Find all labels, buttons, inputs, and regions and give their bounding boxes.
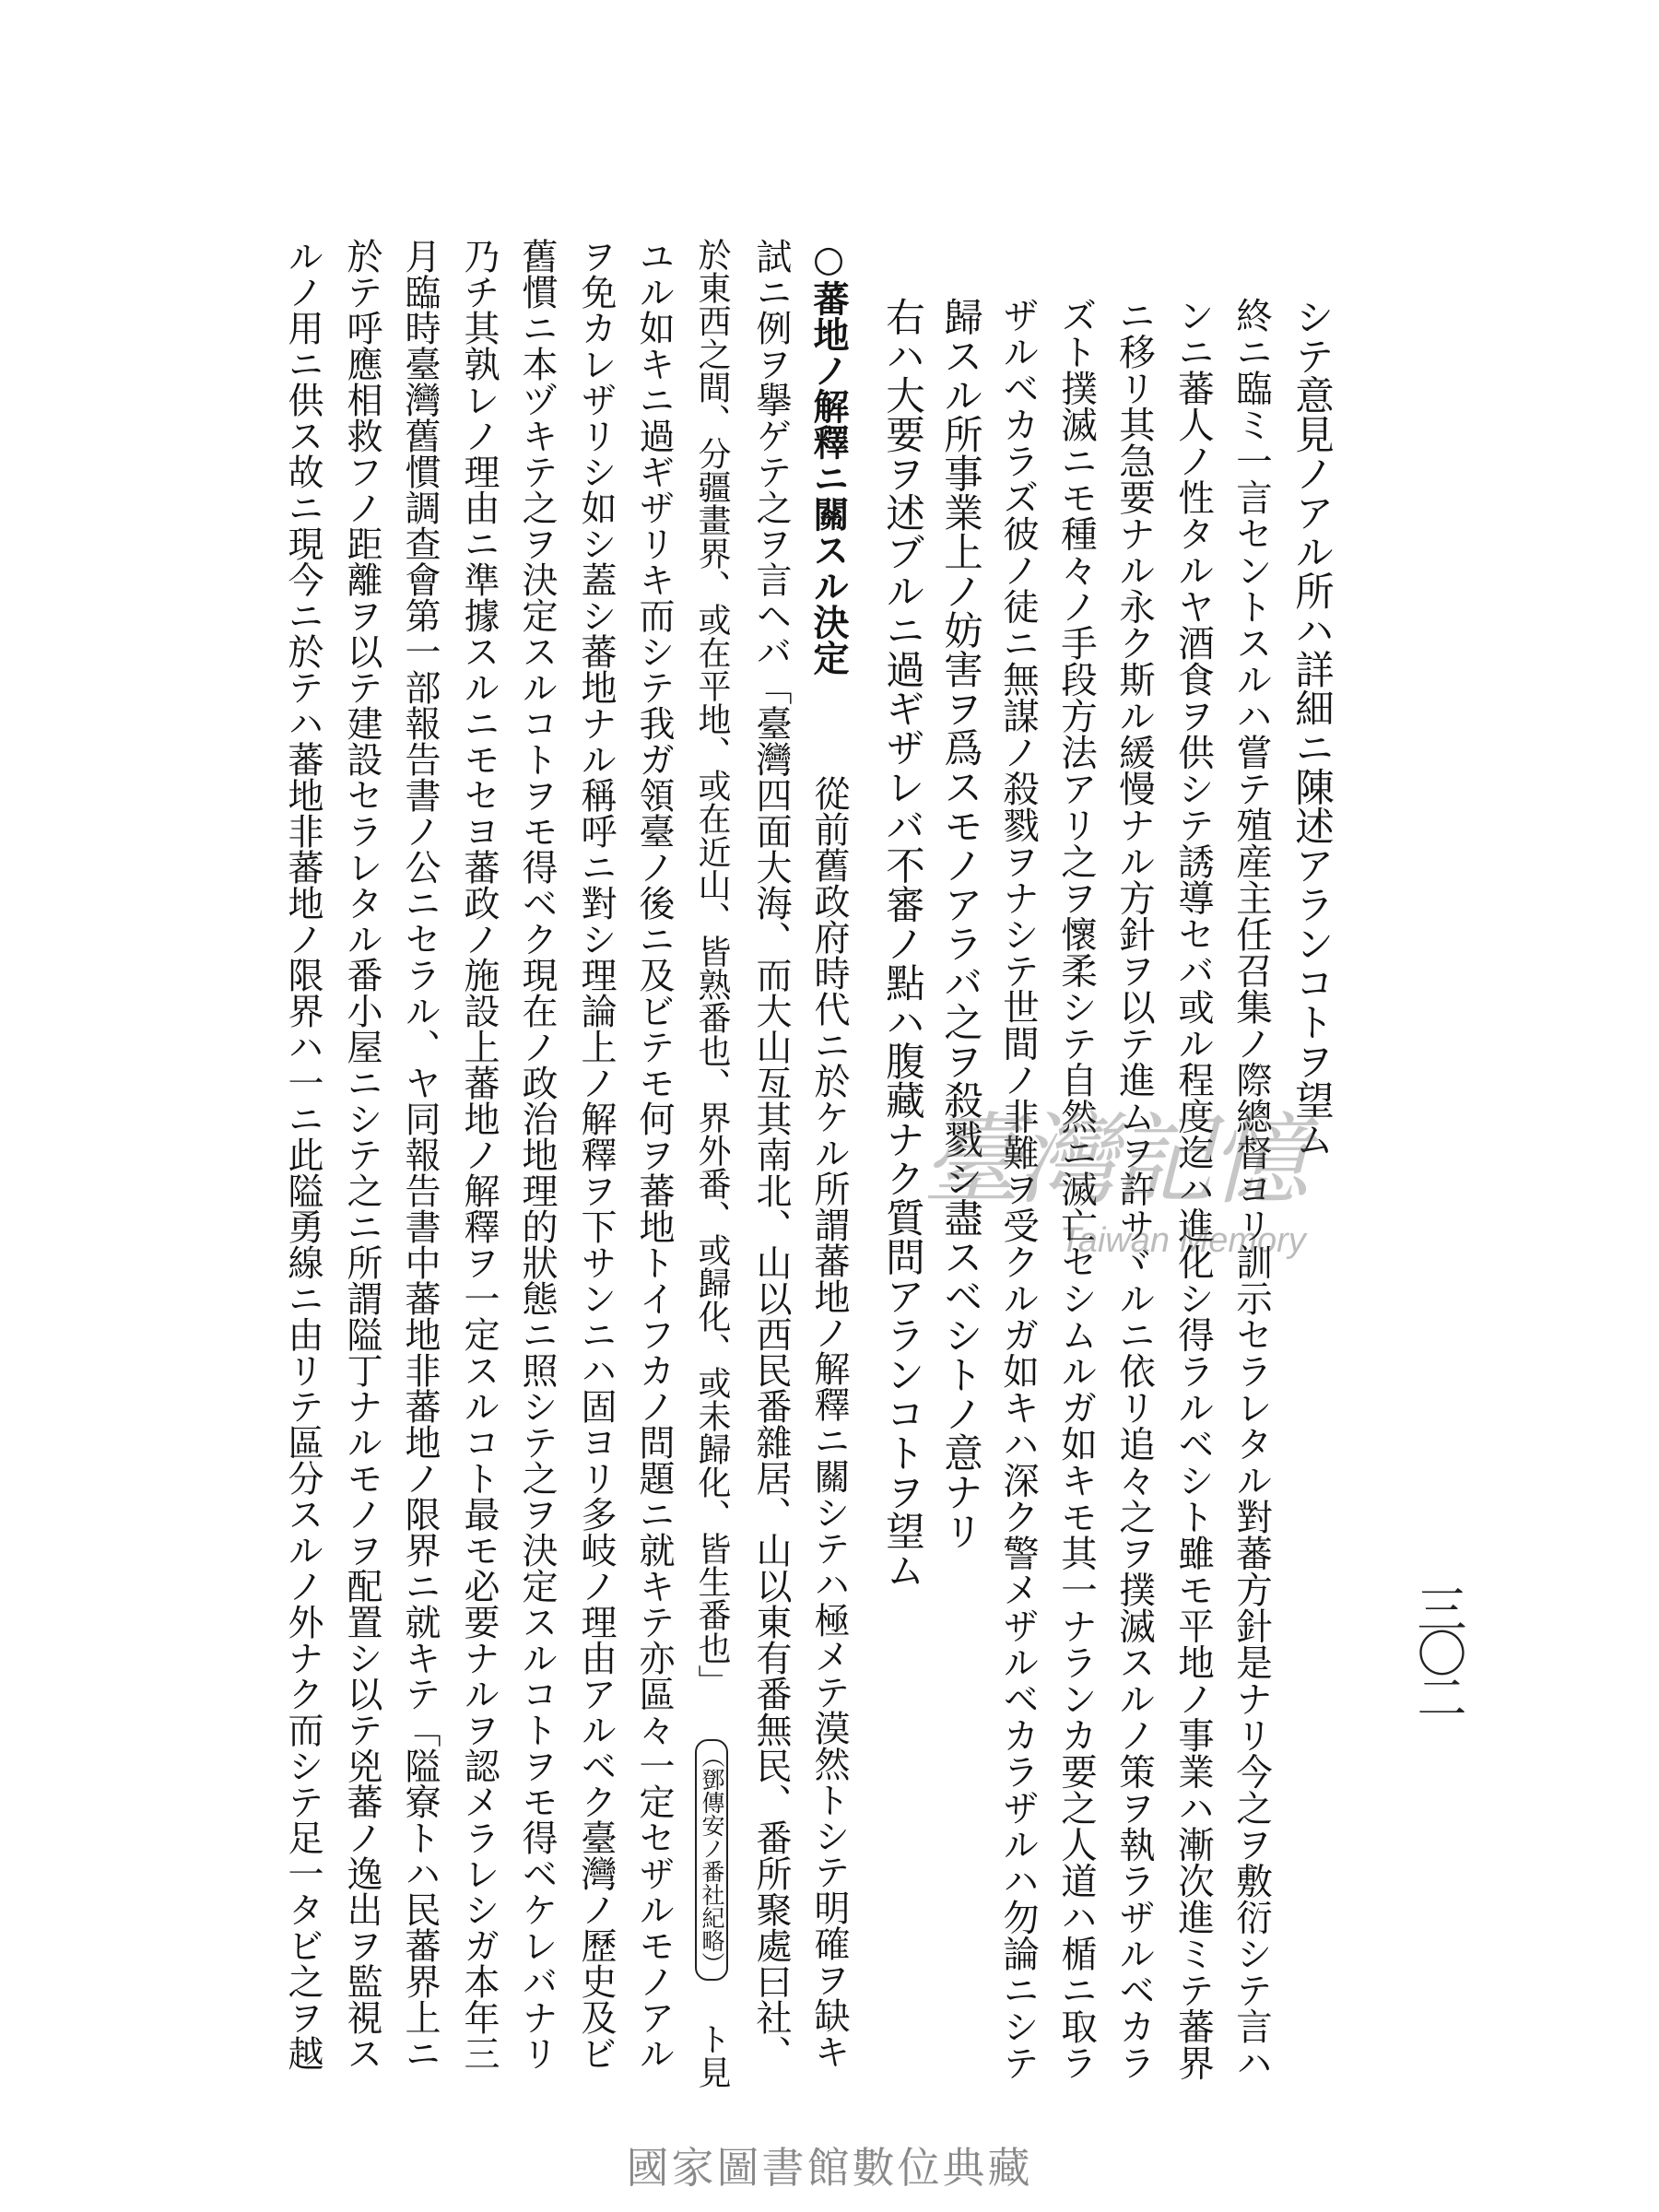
text-column-15: 乃チ其孰レノ理由ニ準據スルニモセヨ蕃政ノ施設上蕃地ノ解釋ヲ一定スルコト最モ必要ナルヲ認メラレシガ本年三 bbox=[458, 238, 500, 2071]
paragraph-start: 從前舊政府時代ニ於ケル所謂蕃地ノ解釋ニ關シテハ極メテ漠然トシテ明確ヲ缺キ bbox=[808, 775, 850, 2069]
text-column-4: ニ移リ其急要ナル永ク斯ル緩慢ナル方針ヲ以テ進ムヲ許サヾルニ依リ追々之ヲ撲滅スルノ策ヲ執ラザルベカラ bbox=[1113, 297, 1156, 2081]
text-column-12: ユル如キニ過ギザリキ而シテ我ガ領臺ノ後ニ及ビテモ何ヲ蕃地トイフカノ問題ニ就キテ亦區々一定セザルモノアル bbox=[633, 238, 675, 2071]
library-footer: 國家圖書館數位典藏 bbox=[626, 2143, 1033, 2193]
section-heading: ○蕃地ノ解釋ニ關スル決定 bbox=[807, 238, 850, 676]
text-column-5: ズト撲滅ニモ種々ノ手段方法アリ之ヲ懷柔シテ自然ニ滅亡セシムルガ如キモ其一ナランカ要之人道ハ楯ニ取ラ bbox=[1055, 297, 1098, 2081]
watermark-title: 臺灣記憶 bbox=[922, 1103, 1306, 1218]
text-column-9 bbox=[800, 238, 857, 2069]
text-column-1: シテ意見ノアル所ハ詳細ニ陳述アランコトヲ望ム bbox=[1288, 297, 1334, 1159]
text-column-17: 於テ呼應相救フノ距離ヲ以テ建設セラレタル番小屋ニシテ之ニ所謂隘丁ナルモノヲ配置シ以テ兇蕃ノ逸出ヲ監視ス bbox=[341, 238, 382, 2071]
text-column-13: ヲ免カレザリシ如シ蓋シ蕃地ナル稱呼ニ對シ理論上ノ解釋ヲ下サンニハ固ヨリ多岐ノ理由アルベク臺灣ノ歷史及ビ bbox=[575, 238, 617, 2071]
text-column-18: ルノ用ニ供ス故ニ現今ニ於テハ蕃地非蕃地ノ限界ハ一ニ此隘勇線ニ由リテ區分スルノ外ナク而シテ足一タビ之ヲ越 bbox=[282, 238, 324, 2071]
page-number: 三〇二 bbox=[1409, 1583, 1467, 1716]
text-column-8: 右ハ大要ヲ述ブルニ過ギザレバ不審ノ點ハ腹藏ナク質問アランコトヲ望ム bbox=[879, 297, 924, 1590]
column-tail: ト見 bbox=[693, 2022, 731, 2088]
text-column-16: 月臨時臺灣舊慣調查會第一部報告書ノ公ニセラル、ヤ同報告書中蕃地非蕃地ノ限界ニ就キテ「隘寮トハ民蕃界上ニ bbox=[399, 238, 441, 2071]
watermark-subtitle: Taiwan Memory bbox=[1060, 1221, 1306, 1260]
text-column-11 bbox=[683, 238, 740, 2088]
text-column-14: 舊慣ニ本ヅキテ之ヲ決定スルコトヲモ得ベク現在ノ政治地理的狀態ニ照シテ之ヲ決定スルコトヲモ得ベケレバナリ bbox=[516, 238, 558, 2071]
text-column-3: ンニ蕃人ノ性タルヤ酒食ヲ供シテ誘導セバ或ル程度迄ハ進化シ得ラルベシト雖モ平地ノ事業ハ漸次進ミテ蕃界 bbox=[1172, 297, 1215, 2081]
text-column-6: ザルベカラズ彼ノ徒ニ無謀ノ殺戮ヲナシテ世間ノ非難ヲ受クルガ如キハ深ク警メザルベカラザルハ勿論ニシテ bbox=[997, 297, 1040, 2081]
source-note: （鄧傳安ノ番社紀略） bbox=[695, 1739, 728, 1981]
text-column-10: 試ニ例ヲ擧ゲテ之ヲ言ヘバ「臺灣四面大海、而大山亙其南北、山以西民番雜居、山以東有番無民、番所聚處曰社、 bbox=[750, 238, 792, 2071]
taiwan-memory-watermark bbox=[922, 1103, 1327, 1290]
text-column-2: 終ニ臨ミ一言セントスルハ嘗テ殖産主任召集ノ際總督ヨリ訓示セラレタル對蕃方針是ナリ今之ヲ敷衍シテ言ハ bbox=[1230, 297, 1273, 2081]
text-column-7: 歸スル所事業上ノ妨害ヲ爲スモノアラバ之ヲ殺戮シ盡スベシトノ意ナリ bbox=[937, 297, 982, 1550]
quoted-text: 於東西之間、分疆畫界、或在平地、或在近山、皆熟番也、界外番、或歸化、或未歸化、皆生番也」 bbox=[693, 238, 731, 1698]
